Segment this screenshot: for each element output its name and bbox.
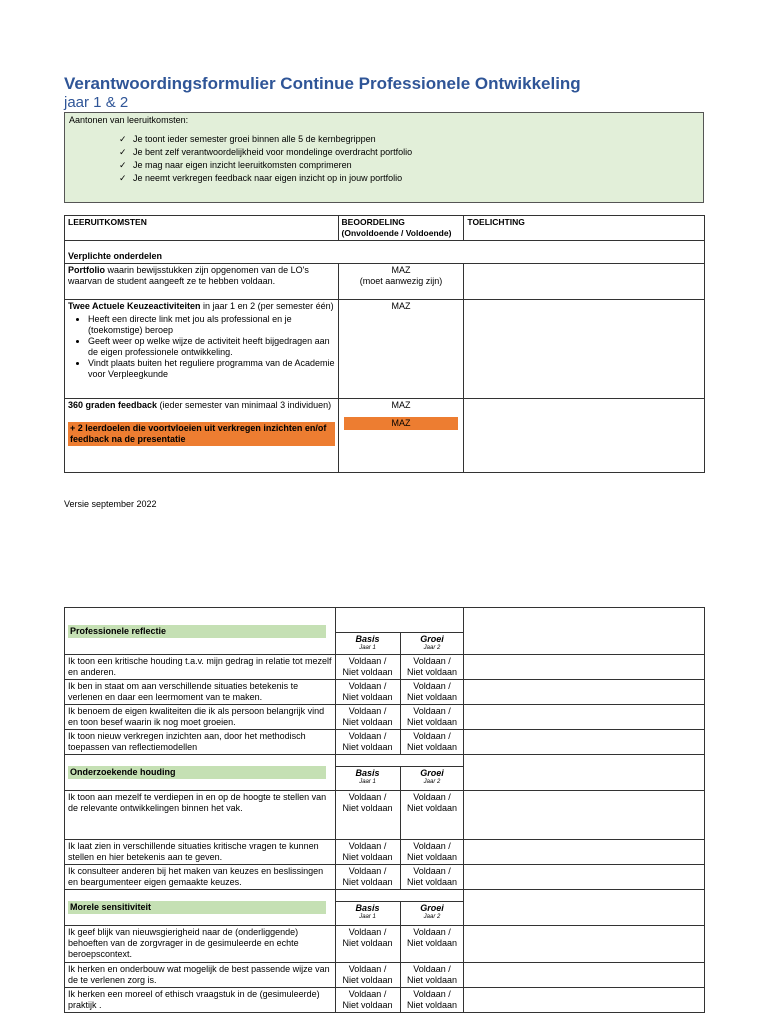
section-title: Onderzoekende houding (68, 766, 326, 779)
mandatory-components-table (64, 215, 705, 473)
section-title: Verplichte onderdelen (65, 241, 705, 264)
leerdoelen-text: + 2 leerdoelen die voortvloeien uit verkregen inzichten en/of feedback na de presentatie (68, 422, 335, 446)
level-basis: Basis Jaar 1 (335, 902, 400, 926)
list-item: • Heeft een directe link met jou als professional en je (toekomstige) beroep (88, 314, 335, 336)
note-cell (464, 755, 705, 791)
header-leeruitkomsten: LEERUITKOMSTEN (65, 216, 339, 241)
keuze-note (464, 300, 705, 399)
page-title: Verantwoordingsformulier Continue Professionele Ontwikkeling (64, 74, 581, 93)
keuze-grade: MAZ (338, 300, 464, 399)
section-title: Morele sensitiviteit (68, 901, 326, 914)
competency-table (64, 607, 705, 1013)
feedback-grade: MAZ MAZ (338, 399, 464, 473)
header-beoordeling: BEOORDELING (Onvoldoende / Voldoende) (338, 216, 464, 241)
keuze-cell: Twee Actuele Keuzeactiviteiten in jaar 1 en 2 (per semester één) • Heeft een directe link met jou als professional en je (toekomstige) beroep • Geeft weer op welke wijze de activiteit heeft bijgedragen aan de eigen professionele ontwikkeling. • Vindt plaats buiten het reguliere programma van de Academie voor Verpleegkunde (65, 300, 339, 399)
portfolio-note (464, 264, 705, 300)
section-title: Professionele reflectie (68, 625, 326, 638)
list-item: ✓ Je neemt verkregen feedback naar eigen inzicht op in jouw portfolio (119, 173, 403, 183)
checkmark-icon: ✓ (119, 134, 127, 144)
checkmark-icon: ✓ (119, 147, 127, 157)
page-subtitle: jaar 1 & 2 (64, 94, 129, 111)
intro-lead: Aantonen van leeruitkomsten: (69, 115, 189, 125)
table-row: Ik consulteer anderen bij het maken van keuzes en beslissingen en beargumenteer eigen gemaakte keuzes. Voldaan / Niet voldaan Voldaan / Niet voldaan (65, 865, 705, 890)
note-cell (464, 608, 705, 655)
level-groei: Groei Jaar 2 (400, 767, 464, 791)
learning-outcomes-box (64, 112, 704, 203)
list-item: ✓ Je bent zelf verantwoordelijkheid voor mondelinge overdracht portfolio (119, 147, 413, 157)
section-header-cell (65, 755, 336, 791)
table-row: Ik toon een kritische houding t.a.v. mijn gedrag in relatie tot mezelf en anderen. Voldaan / Niet voldaan Voldaan / Niet voldaan (65, 655, 705, 680)
level-spacer (335, 890, 464, 902)
leerdoelen-grade: MAZ (344, 417, 459, 430)
list-item: • Vindt plaats buiten het reguliere programma van de Academie voor Verpleegkunde (88, 358, 335, 380)
level-spacer (335, 608, 464, 633)
checkmark-icon: ✓ (119, 160, 127, 170)
version-text: Versie september 2022 (64, 499, 157, 509)
table-row: Ik toon nieuw verkregen inzichten aan, door het methodisch toepassen van reflectiemodellen Voldaan / Niet voldaan Voldaan / Niet voldaan (65, 730, 705, 755)
table-row: Ik toon aan mezelf te verdiepen in en op de hoogte te stellen van de relevante ontwikkelingen binnen het vak. Voldaan / Niet voldaan Voldaan / Niet voldaan (65, 791, 705, 840)
level-basis: Basis Jaar 1 (335, 767, 400, 791)
level-groei: Groei Jaar 2 (400, 633, 464, 655)
level-basis: Basis Jaar 1 (335, 633, 400, 655)
table-row: Ik geef blijk van nieuwsgierigheid naar de (onderliggende) behoeften van de zorgvrager in de gesimuleerde en echte beroepscontext. Voldaan / Niet voldaan Voldaan / Niet voldaan (65, 926, 705, 963)
checkmark-icon: ✓ (119, 173, 127, 183)
table-row: Ik herken en onderbouw wat mogelijk de best passende wijze van de te verlenen zorg is. Voldaan / Niet voldaan Voldaan / Niet voldaan (65, 963, 705, 988)
header-toelichting: TOELICHTING (464, 216, 705, 241)
list-item: ✓ Je toont ieder semester groei binnen alle 5 de kernbegrippen (119, 134, 376, 144)
level-groei: Groei Jaar 2 (400, 902, 464, 926)
feedback-cell: 360 graden feedback (ieder semester van minimaal 3 individuen) + 2 leerdoelen die voortvloeien uit verkregen inzichten en/of feedback na de presentatie (65, 399, 339, 473)
table-row: Ik benoem de eigen kwaliteiten die ik als persoon belangrijk vind en toon besef waarin ik nog moet groeien. Voldaan / Niet voldaan Voldaan / Niet voldaan (65, 705, 705, 730)
list-item: ✓ Je mag naar eigen inzicht leeruitkomsten comprimeren (119, 160, 352, 170)
table-row: Ik ben in staat om aan verschillende situaties betekenis te verlenen en daar een leermoment van te maken. Voldaan / Niet voldaan Voldaan / Niet voldaan (65, 680, 705, 705)
section-header-cell (65, 608, 336, 655)
portfolio-grade: MAZ (moet aanwezig zijn) (338, 264, 464, 300)
table-row: Ik herken een moreel of ethisch vraagstuk in de (gesimuleerde) praktijk . Voldaan / Niet voldaan Voldaan / Niet voldaan (65, 988, 705, 1013)
portfolio-cell: Portfolio waarin bewijsstukken zijn opgenomen van de LO's waarvan de student aangeeft ze te hebben voldaan. (65, 264, 339, 300)
section-header-cell (65, 890, 336, 926)
intro-list (119, 133, 412, 185)
feedback-note (464, 399, 705, 473)
level-spacer (335, 755, 464, 767)
note-cell (464, 890, 705, 926)
list-item: • Geeft weer op welke wijze de activiteit heeft bijgedragen aan de eigen professionele ontwikkeling. (88, 336, 335, 358)
table-row: Ik laat zien in verschillende situaties kritische vragen te kunnen stellen en hier betekenis aan te geven. Voldaan / Niet voldaan Voldaan / Niet voldaan (65, 840, 705, 865)
